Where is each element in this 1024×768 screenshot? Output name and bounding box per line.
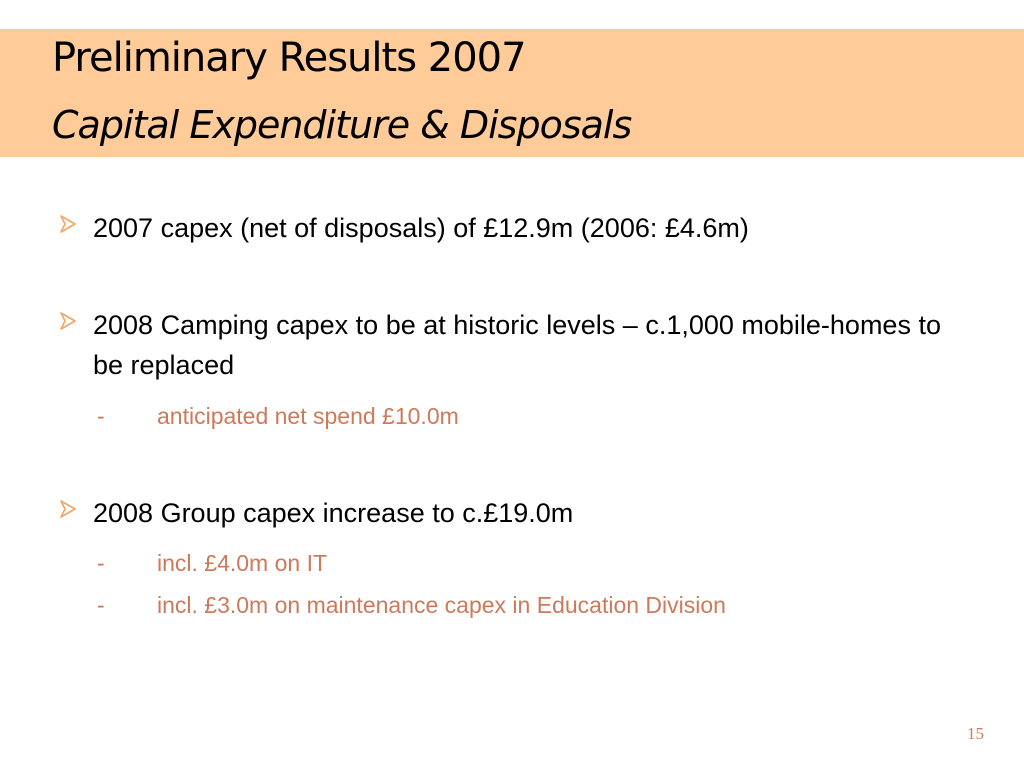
sub-item-maintenance-capex — [97, 591, 726, 619]
bullet-text: 2008 Camping capex to be at historic levels – c.1,000 mobile-homes to be replaced — [93, 310, 941, 380]
sub-item-dash: - — [97, 550, 105, 576]
bullet-text: 2008 Group capex increase to c.£19.0m — [93, 498, 574, 528]
bullet-text: 2007 capex (net of disposals) of £12.9m (2006: £4.6m) — [93, 213, 749, 243]
sub-item-text: anticipated net spend £10.0m — [157, 403, 459, 429]
bullet-2008-camping-capex — [58, 305, 958, 385]
arrow-bullet-icon — [58, 311, 78, 331]
sub-item-it-spend — [97, 549, 327, 577]
bullet-2007-capex — [58, 208, 958, 248]
sub-item-net-spend — [97, 402, 459, 430]
arrow-bullet-icon — [58, 499, 78, 519]
sub-item-dash: - — [97, 403, 105, 429]
slide-subtitle: Capital Expenditure & Disposals — [52, 103, 632, 147]
sub-item-text: incl. £4.0m on IT — [157, 550, 328, 576]
sub-item-dash: - — [97, 592, 105, 618]
page-number: 15 — [967, 724, 984, 743]
sub-item-text: incl. £3.0m on maintenance capex in Education Division — [157, 592, 726, 618]
bullet-2008-group-capex — [58, 493, 958, 533]
arrow-bullet-icon — [58, 214, 78, 234]
slide-title: Preliminary Results 2007 — [52, 35, 526, 81]
